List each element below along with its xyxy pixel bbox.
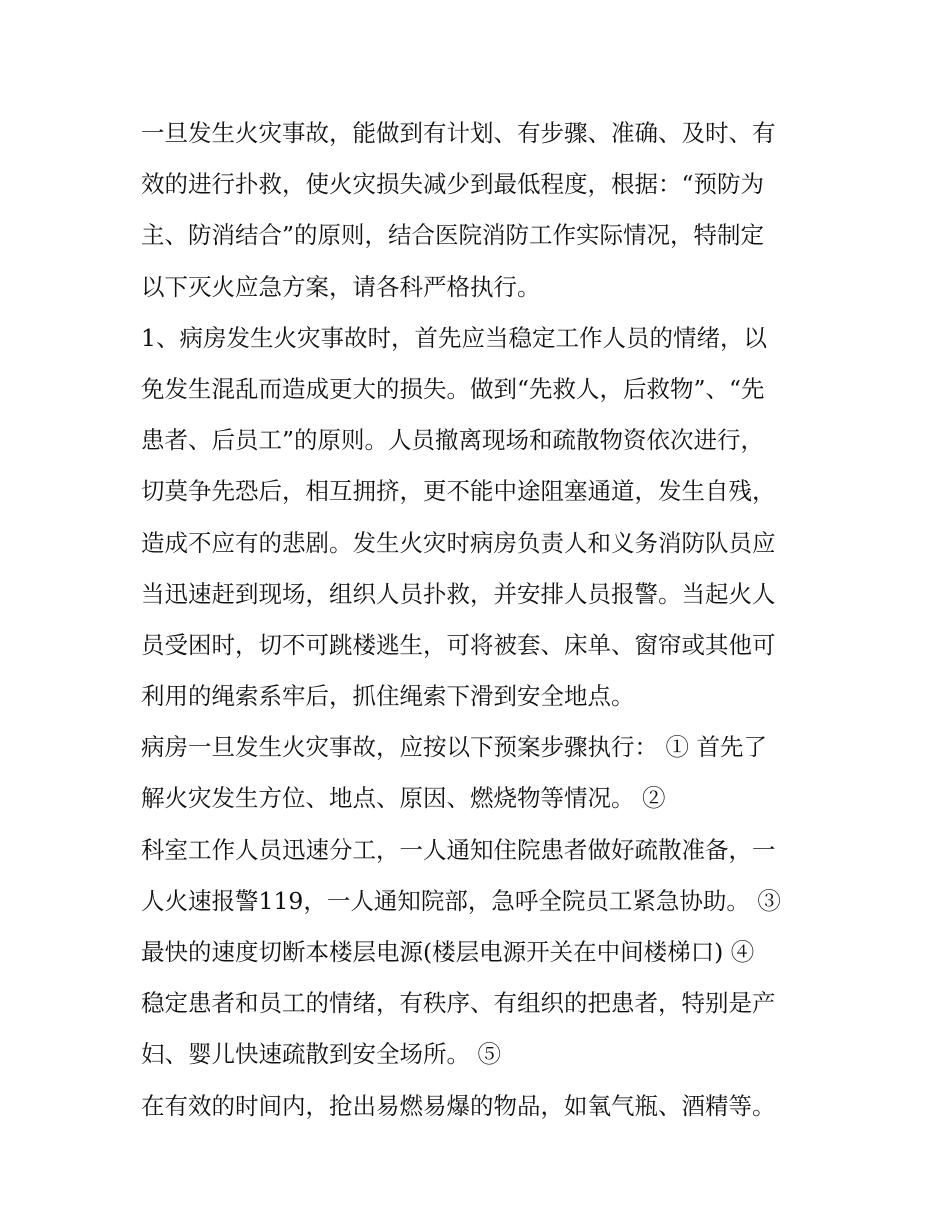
text-line: 一旦发生火灾事故，能做到有计划、有步骤、准确、及时、有 (141, 119, 776, 147)
text-line: 主、防消结合”的原则，结合医院消防工作实际情况，特制定 (141, 221, 765, 250)
text-line: 免发生混乱而造成更大的损失。做到“先救人，后救物”、“先 (141, 374, 765, 403)
text-line: 切莫争先恐后，相互拥挤，更不能中途阻塞通道，发生自残， (141, 477, 776, 506)
text-line: 效的进行扑救，使火灾损失减少到最低程度，根据：“预防为 (141, 170, 765, 199)
text-line: 解火灾发生方位、地点、原因、燃烧物等情况。 ② (141, 784, 666, 813)
text-line: 造成不应有的悲剧。发生火灾时病房负责人和义务消防队员应 (141, 528, 776, 557)
text-line: 病房一旦发生火灾事故，应按以下预案步骤执行： ① 首先了 (141, 733, 767, 762)
text-line: 以下灭火应急方案，请各科严格执行。 (141, 272, 541, 301)
text-line: 稳定患者和员工的情绪，有秩序、有组织的把患者，特别是产 (141, 989, 776, 1018)
text-line: 当迅速赶到现场，组织人员扑救，并安排人员报警。当起火人 (141, 579, 776, 608)
text-line: 在有效的时间内，抢出易燃易爆的物品，如氧气瓶、酒精等。 (141, 1091, 776, 1120)
body-text (141, 108, 821, 1132)
text-line: 利用的绳索系牢后，抓住绳索下滑到安全地点。 (141, 682, 635, 711)
text-line: 科室工作人员迅速分工，一人通知住院患者做好疏散准备，一 (141, 835, 776, 864)
text-line: 妇、婴儿快速疏散到安全场所。 ⑤ (141, 1040, 501, 1069)
text-line: 员受困时，切不可跳楼逃生，可将被套、床单、窗帘或其他可 (141, 630, 776, 659)
text-line: 最快的速度切断本楼层电源(楼层电源开关在中间楼梯口) ④ (141, 938, 755, 966)
text-line: 1、病房发生火灾事故时，首先应当稳定工作人员的情绪，以 (141, 323, 767, 352)
text-line: 人火速报警119，一人通知院部，急呼全院员工紧急协助。 ③ (141, 886, 781, 915)
text-line: 患者、后员工”的原则。人员撤离现场和疏散物资依次进行， (141, 426, 765, 455)
